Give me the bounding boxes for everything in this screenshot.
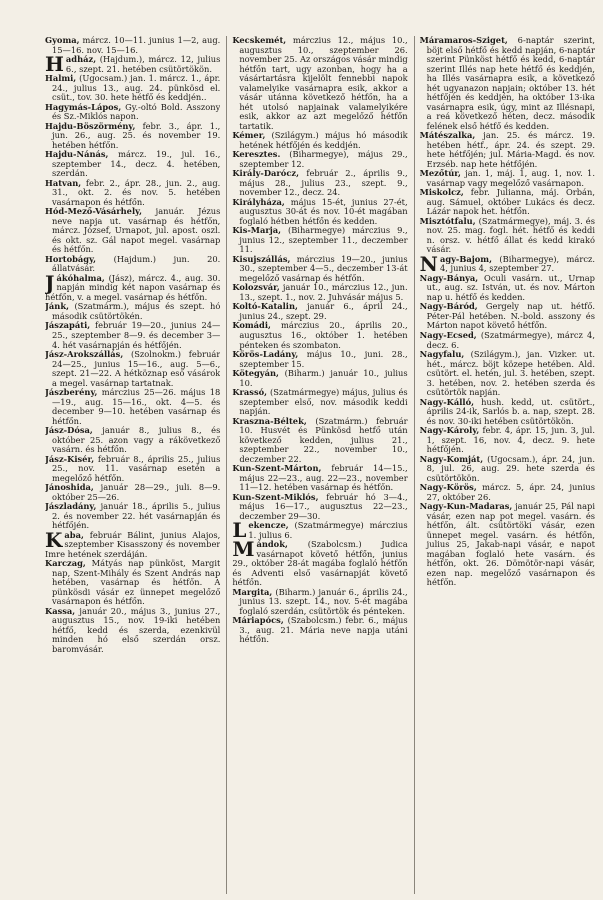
market-entry	[45, 302, 220, 321]
fair-dates: márczius 19—20., junius 30., szeptember 4—5., deczember 13-át megelőző vasárnap és hétfőn.	[239, 253, 408, 283]
market-entry	[232, 588, 407, 617]
fair-dates: (Biharm.) január 10., julius 10.	[239, 368, 408, 388]
market-entry	[232, 131, 407, 150]
fair-dates: (Biharmegye), május 29., szeptember 12.	[239, 149, 408, 169]
market-entry	[420, 131, 595, 169]
town-name: Komádi,	[232, 320, 271, 331]
text-column-1	[45, 36, 220, 894]
text-column-2	[226, 36, 407, 894]
section-initial: L	[232, 518, 247, 543]
town-name: Hód-Mező-Vásárhely,	[45, 206, 143, 217]
town-name: adház,	[65, 54, 97, 65]
town-name: ándok,	[256, 539, 288, 550]
market-entry	[45, 255, 220, 274]
fair-dates: (Szatmármegye) május, julius és szeptember első, nov. második keddi napján.	[239, 387, 408, 417]
market-entry	[45, 502, 220, 531]
town-name: Jászapáti,	[45, 320, 91, 331]
town-name: Keresztes.	[232, 149, 281, 160]
town-name: ákóhalma,	[56, 272, 105, 283]
market-entry	[420, 217, 595, 255]
town-name: aba,	[64, 529, 84, 540]
market-entry	[420, 331, 595, 350]
fair-dates: (Szatmárm.), május és szept. hó második csütörtökén.	[52, 301, 221, 321]
town-name: Hagymás-Lápos,	[45, 101, 122, 112]
fair-dates: február 19—20., junius 24—25., szeptember 8—9. és december 3—4. hét vasárnapján és hétfőjén.	[52, 320, 221, 350]
market-entry	[420, 483, 595, 502]
town-name: Gyoma,	[45, 36, 80, 45]
market-entry	[232, 464, 407, 493]
town-name: Kraszna-Béltek,	[232, 415, 307, 426]
market-entry	[420, 455, 595, 484]
market-entry	[232, 226, 407, 255]
town-name: Hajdu-Böszörmény,	[45, 120, 136, 131]
town-name: Nagy-Károly,	[419, 425, 480, 436]
market-entry	[420, 426, 595, 455]
fair-dates: jan. 1, máj. 1, aug. 1, nov. 1. vasárnap vagy megelőző vasárnapon.	[426, 168, 595, 188]
town-name: Hortobágy,	[45, 253, 97, 264]
fair-dates: május 15-ét, junius 27-ét, augusztus 30-át és nov. 10-ét magában foglaló hétben hétfőn és kedden.	[239, 196, 408, 226]
town-name: Nagy-Bánya,	[419, 272, 479, 283]
town-name: agy-Bajom,	[439, 253, 492, 264]
fair-dates: február 8., április 25., julius 25., nov. 11. vasárnap esetén a megelőző hétfőn.	[52, 453, 221, 483]
market-entry	[232, 417, 407, 465]
town-name: Nagyfalu,	[419, 349, 465, 360]
town-name: Jász-Arokszállás,	[45, 349, 124, 360]
market-entry	[420, 274, 595, 303]
town-name: Körös-Ladány,	[232, 349, 299, 360]
market-entry	[232, 36, 407, 131]
fair-dates: (Ugocsam.) jan. 1. márcz. 1., ápr. 24., julius 13., aug. 24. pünkösd el. csüt., tov. 30. hete hétfő és keddjén..	[52, 73, 221, 103]
fair-dates: hush. kedd, ut. csütört., április 24-ik, Sarlós b. a. nap, szept. 28. és nov. 30-iki hetében csütörtökön.	[426, 396, 595, 426]
fair-dates: febr. Julianna, máj. Orbán, aug. Sámuel, október Lukács és decz. Lázár napok het. hétfőn.	[426, 187, 595, 217]
town-name: Jász-Kisér,	[45, 453, 95, 464]
town-name: Margita,	[232, 586, 273, 597]
market-entry	[232, 369, 407, 388]
town-name: Kecskemét,	[232, 36, 287, 45]
town-name: Nagy-Kálló,	[419, 396, 474, 407]
town-name: Mezőtúr,	[419, 168, 461, 179]
market-entry	[45, 607, 220, 655]
market-entry	[419, 251, 595, 276]
town-name: Kassa,	[45, 605, 76, 616]
market-entry	[45, 207, 220, 255]
fair-dates: (Szilágym.) május hó második hetének hétfőjén és keddjén.	[239, 130, 408, 150]
town-name: Nagy-Ecsed,	[419, 329, 477, 340]
town-name: Jászladány,	[45, 501, 97, 512]
section-initial: K	[45, 527, 63, 552]
town-name: Király-Darócz,	[232, 168, 299, 179]
fair-dates: (Szatmármegye), máj. 3. és nov. 25. mag. fogl. hét. hétfő és keddi n. orsz. v. hétfő állat és kedd kirakó vásár.	[426, 215, 595, 255]
town-name: Jász-Dósa,	[45, 425, 93, 436]
market-entry	[420, 302, 595, 331]
town-name: Hatvan,	[45, 177, 82, 188]
fair-dates: (Jász), márcz. 4., aug. 30. napján mindig két napon vasárnap és hétfőn, v. a megel. vasárnap és hétfőn.	[45, 272, 221, 302]
market-entry	[232, 283, 407, 302]
fair-dates: (Szatmármegye) márczius 1. julius 6.	[248, 520, 408, 540]
market-entry	[45, 527, 221, 560]
market-entry	[232, 616, 407, 645]
section-initial: M	[232, 537, 255, 562]
fair-dates: (Szabolcsm.) Judica vasárnapot követő hétfőn, junius 29., október 28-át magába foglaló hétfőn és Adventi első vasárnapját követő hétfőn.	[232, 539, 408, 588]
town-name: Kis-Marja,	[232, 225, 282, 236]
fair-dates: márcz. 19., jul. 16., szeptember 14., decz. 4. hetében, szerdán.	[52, 149, 221, 179]
fair-dates: január 8., julius 8., és október 25. azon vagy a rákövetkező vasárn. és hétfőn.	[52, 425, 221, 455]
market-entry	[45, 122, 220, 151]
fair-dates: febr. 3., ápr. 1., jun. 26., aug. 25. és november 19. hetében hétfőn.	[52, 120, 221, 150]
fair-dates: (Szatmármegye), márcz 4, decz. 6.	[426, 329, 595, 350]
fair-dates: márcz. 5, ápr. 24, junius 27, október 26.	[426, 482, 595, 502]
market-entry	[45, 179, 220, 208]
market-entry	[45, 103, 220, 122]
fair-dates: (Szolnokm.) február 24—25., junius 15—16., aug. 5—6., szept. 21—22. A hétköznap eső vásárok a megel. vasárnap tartatnak.	[52, 349, 221, 388]
market-entry	[232, 537, 408, 588]
market-entry	[45, 150, 220, 179]
market-entry	[45, 559, 220, 607]
town-name: Halmi,	[45, 73, 77, 84]
town-name: Koltó-Katalin,	[232, 301, 298, 312]
market-entry	[420, 502, 595, 588]
market-entry	[232, 255, 407, 284]
fair-dates: május 10., juni. 28., szeptember 15.	[239, 349, 408, 369]
town-name: Kötegyán,	[232, 368, 279, 379]
town-name: Nagy-Körös,	[419, 482, 477, 493]
fair-dates: (Szatmárm.) február 10. Husvét és Pünkösd hetfő után következő kedden, julius 21., szeptember 22., november 10., deczember 22.	[239, 415, 408, 464]
market-entry	[232, 350, 407, 369]
fair-dates: (Ugocsam.), ápr. 24, jun. 8, jul. 26, aug. 29. hete szerda és csütörtökön.	[426, 453, 595, 483]
market-entry	[232, 493, 407, 522]
section-initial: J	[45, 270, 55, 295]
fair-dates: január 20., május 3., junius 27., augusztus 15., nov. 19-iki hetében hétfő, kedd és szerda, ezenkivül minden hó első szerdán orsz. baromvásár.	[52, 605, 221, 654]
fair-dates: január 10., márczius 12., jun. 13., szept. 1., nov. 2. Juhvásár május 5.	[239, 282, 408, 302]
market-entry	[232, 302, 407, 321]
market-entry	[45, 426, 220, 455]
town-name: ekencze,	[248, 520, 289, 531]
fair-dates: jan. 25. és márcz. 19. hetében hétf., ápr. 24. és szept. 29. hete hétfőjén; jul. Mária-Magd. és nov. Erzséb. nap hete hétfőjén.	[426, 130, 595, 169]
fair-dates: február 14—15., május 22—23., aug. 22—23., november 11—12. hetében vasárnap és hétfőn.	[239, 463, 408, 493]
town-name: Hajdu-Nánás,	[45, 149, 109, 160]
fair-dates: február hó 3—4., május 16—17., augusztus 22—23., deczember 29—30.	[239, 491, 408, 521]
fair-dates: febr. 4, ápr. 15, jun. 3, jul. 1, szept. 16, nov. 4, decz. 9. hete hétfőjén.	[426, 425, 595, 455]
fair-dates: Oculi vasárn. ut., Urnap ut., aug. sz. István, ut. és nov. Márton nap u. hétfő és kedden.	[426, 272, 595, 302]
market-entry	[45, 455, 220, 484]
market-entry	[45, 36, 220, 55]
town-name: Máramaros-Sziget,	[419, 36, 508, 45]
fair-dates: márczius 20., április 20., augusztus 16., október 1. hetében pénteken és szombaton.	[239, 320, 408, 350]
town-name: Nagy-Kun-Madaras,	[419, 501, 513, 512]
town-name: Kun-Szent-Miklós,	[232, 491, 319, 502]
market-calendar-columns	[45, 36, 595, 894]
fair-dates: márczius 25—26. május 18—19., aug. 15—16., okt. 4—5. és december 9—10. hetében vasárnap és hétfőn.	[52, 387, 221, 426]
fair-dates: (Biharmegye), márcz. 4, junius 4, szeptember 27.	[439, 253, 595, 274]
market-entry	[232, 518, 408, 543]
fair-dates: (Biharmegye) márczius 9., junius 12., szeptember 11., deczember 11.	[239, 225, 408, 255]
town-name: Máriapócs,	[232, 615, 284, 626]
market-entry	[45, 483, 220, 502]
town-name: Nagy-Báród,	[419, 301, 478, 312]
town-name: Misztótfalu,	[419, 215, 476, 226]
town-name: Kun-Szent-Márton,	[232, 463, 322, 474]
market-entry	[232, 150, 407, 169]
market-entry	[420, 350, 595, 398]
town-name: Miskolcz,	[419, 187, 464, 198]
fair-dates: (Hajdum.), márcz. 12, julius 6., szept. 21. hetében csütörtökön.	[65, 54, 221, 74]
town-name: Kisujszállás,	[232, 253, 291, 264]
market-entry	[232, 169, 407, 198]
town-name: Karczag,	[45, 558, 86, 569]
fair-dates: február Bálint, junius Alajos, szeptember Kisasszony és november Imre hetének szerdáján.	[45, 529, 221, 559]
fair-dates: 6-naptár szerint, böjt első hétfő és kedd napján, 6-naptár szerint Pünköst hétfő és kedd, 6-naptár szerint Illés nap hete hétfő és keddjén, ha Illés vasárnapra esik, a következő hét ugyanazon napjain; október 13. hét hétfőjén és keddjén, ha október 13-ika vasárnapra esik, úgy, mint az Illésnapi, a reá következő héten, decz. második felének első hétfő és kedden.	[426, 36, 595, 131]
market-entry	[420, 36, 595, 131]
town-name: Királyháza,	[232, 196, 285, 207]
market-entry	[420, 169, 595, 188]
fair-dates: január 6., ápril 24., junius 24., szept. 29.	[239, 301, 408, 321]
fair-dates: márczius 12., május 10., augusztus 10., szeptember 26. november 25. Az országos vásár mindig hétfőn tart, ugy azonban, hogy ha a vásártartásra kijelölt fennebbi napok valamelyike vasárnapra esik, akkor a vásár utánna következő hétfőn, ha a hét utolsó napjainak valamelyikére esik, akkor az azt megelőző hétfőn tartatik.	[239, 36, 408, 131]
market-entry	[45, 350, 220, 388]
market-entry	[45, 270, 221, 303]
market-entry	[232, 198, 407, 227]
fair-dates: Mátyás nap pünköst, Margit nap, Szent-Mihály és Szent András nap hetében, vasárnap és hétfőn. A pünkösdi vásár ez ünnepet megelőző vasárnapon és hétfőn.	[52, 558, 221, 607]
fair-dates: (Szilágym.), jan. Vizker. ut. hét., márcz. böjt közepe hetében. Ald. csütört. el. hetén, jul. 3. hetében, szept. 3. hetében, nov. 2. hetében szerda és csütörtök napján.	[426, 349, 595, 398]
fair-dates: márcz. 10—11. junius 1—2, aug. 15—16. nov. 15—16.	[52, 36, 221, 55]
town-name: Mátészalka,	[419, 130, 476, 141]
fair-dates: Gy.-oltó Bold. Asszony és Sz.-Miklós napon.	[52, 101, 221, 122]
fair-dates: (Biharm.) január 6., április 24., junius 13. szept. 14., nov. 5-ét magába foglaló szerdán, csütörtök és pénteken.	[239, 586, 408, 616]
market-entry	[45, 388, 220, 426]
section-initial: N	[419, 251, 438, 276]
fair-dates: január 18., április 5., julius 2. és november 22. hét vasárnapján és hétfőjén.	[52, 501, 221, 531]
fair-dates: febr. 2., ápr. 28., jun. 2., aug. 31., okt. 2. és nov. 5. hetében vasárnapon és hétfőn.	[52, 177, 221, 207]
text-column-3	[414, 36, 595, 894]
market-entry	[45, 321, 220, 350]
market-entry	[45, 74, 220, 103]
section-initial: H	[45, 52, 64, 77]
fair-dates: február 2., április 9., május 28., julius 23., szept. 9., november 12., decz. 24.	[239, 168, 408, 198]
market-entry	[232, 321, 407, 350]
town-name: Jánk,	[45, 301, 69, 312]
town-name: Kolozsvár,	[232, 282, 280, 293]
fair-dates: január 28—29., juli. 8—9. október 25—26.	[52, 482, 221, 502]
fair-dates: január. Jézus neve napja ut. vasárnap és hétfőn, márcz. József, Urnapot, jul. apost. oszl. és okt. sz. Gál napot megel. vasárnap és hétfőn.	[52, 206, 221, 255]
town-name: Jászberény,	[45, 387, 98, 398]
town-name: Kémer,	[232, 130, 266, 141]
town-name: Nagy-Komját,	[419, 453, 484, 464]
market-entry	[420, 188, 595, 217]
town-name: Krassó,	[232, 387, 268, 398]
fair-dates: január 25, Pál napi vásár, ezen nap pot megel. vasárn. és hétfőn, ált. csütörtöki vásár, ezen ünnepet megel. vasárn. és hétfőn, julius 25, Jakab-napi vásár, e napot magában foglaló hete vasárn. és hétfőn, okt. 26. Dömötör-napi vásár, ezen nap. megelőző vasárnapon és hétfőn.	[426, 501, 595, 588]
fair-dates: (Hajdum.) jun. 20. állatvásár.	[52, 253, 221, 274]
town-name: Jánoshida,	[45, 482, 94, 493]
market-entry	[45, 52, 221, 77]
market-entry	[232, 388, 407, 417]
market-entry	[420, 398, 595, 427]
fair-dates: (Szabolcsm.) febr. 6., május 3., aug. 21. Mária neve napja utáni hétfőn.	[239, 615, 408, 645]
fair-dates: Gergely nap ut. hétfő. Péter-Pál hetében. N.-bold. asszony és Márton napot követő hétfőn.	[426, 301, 595, 331]
